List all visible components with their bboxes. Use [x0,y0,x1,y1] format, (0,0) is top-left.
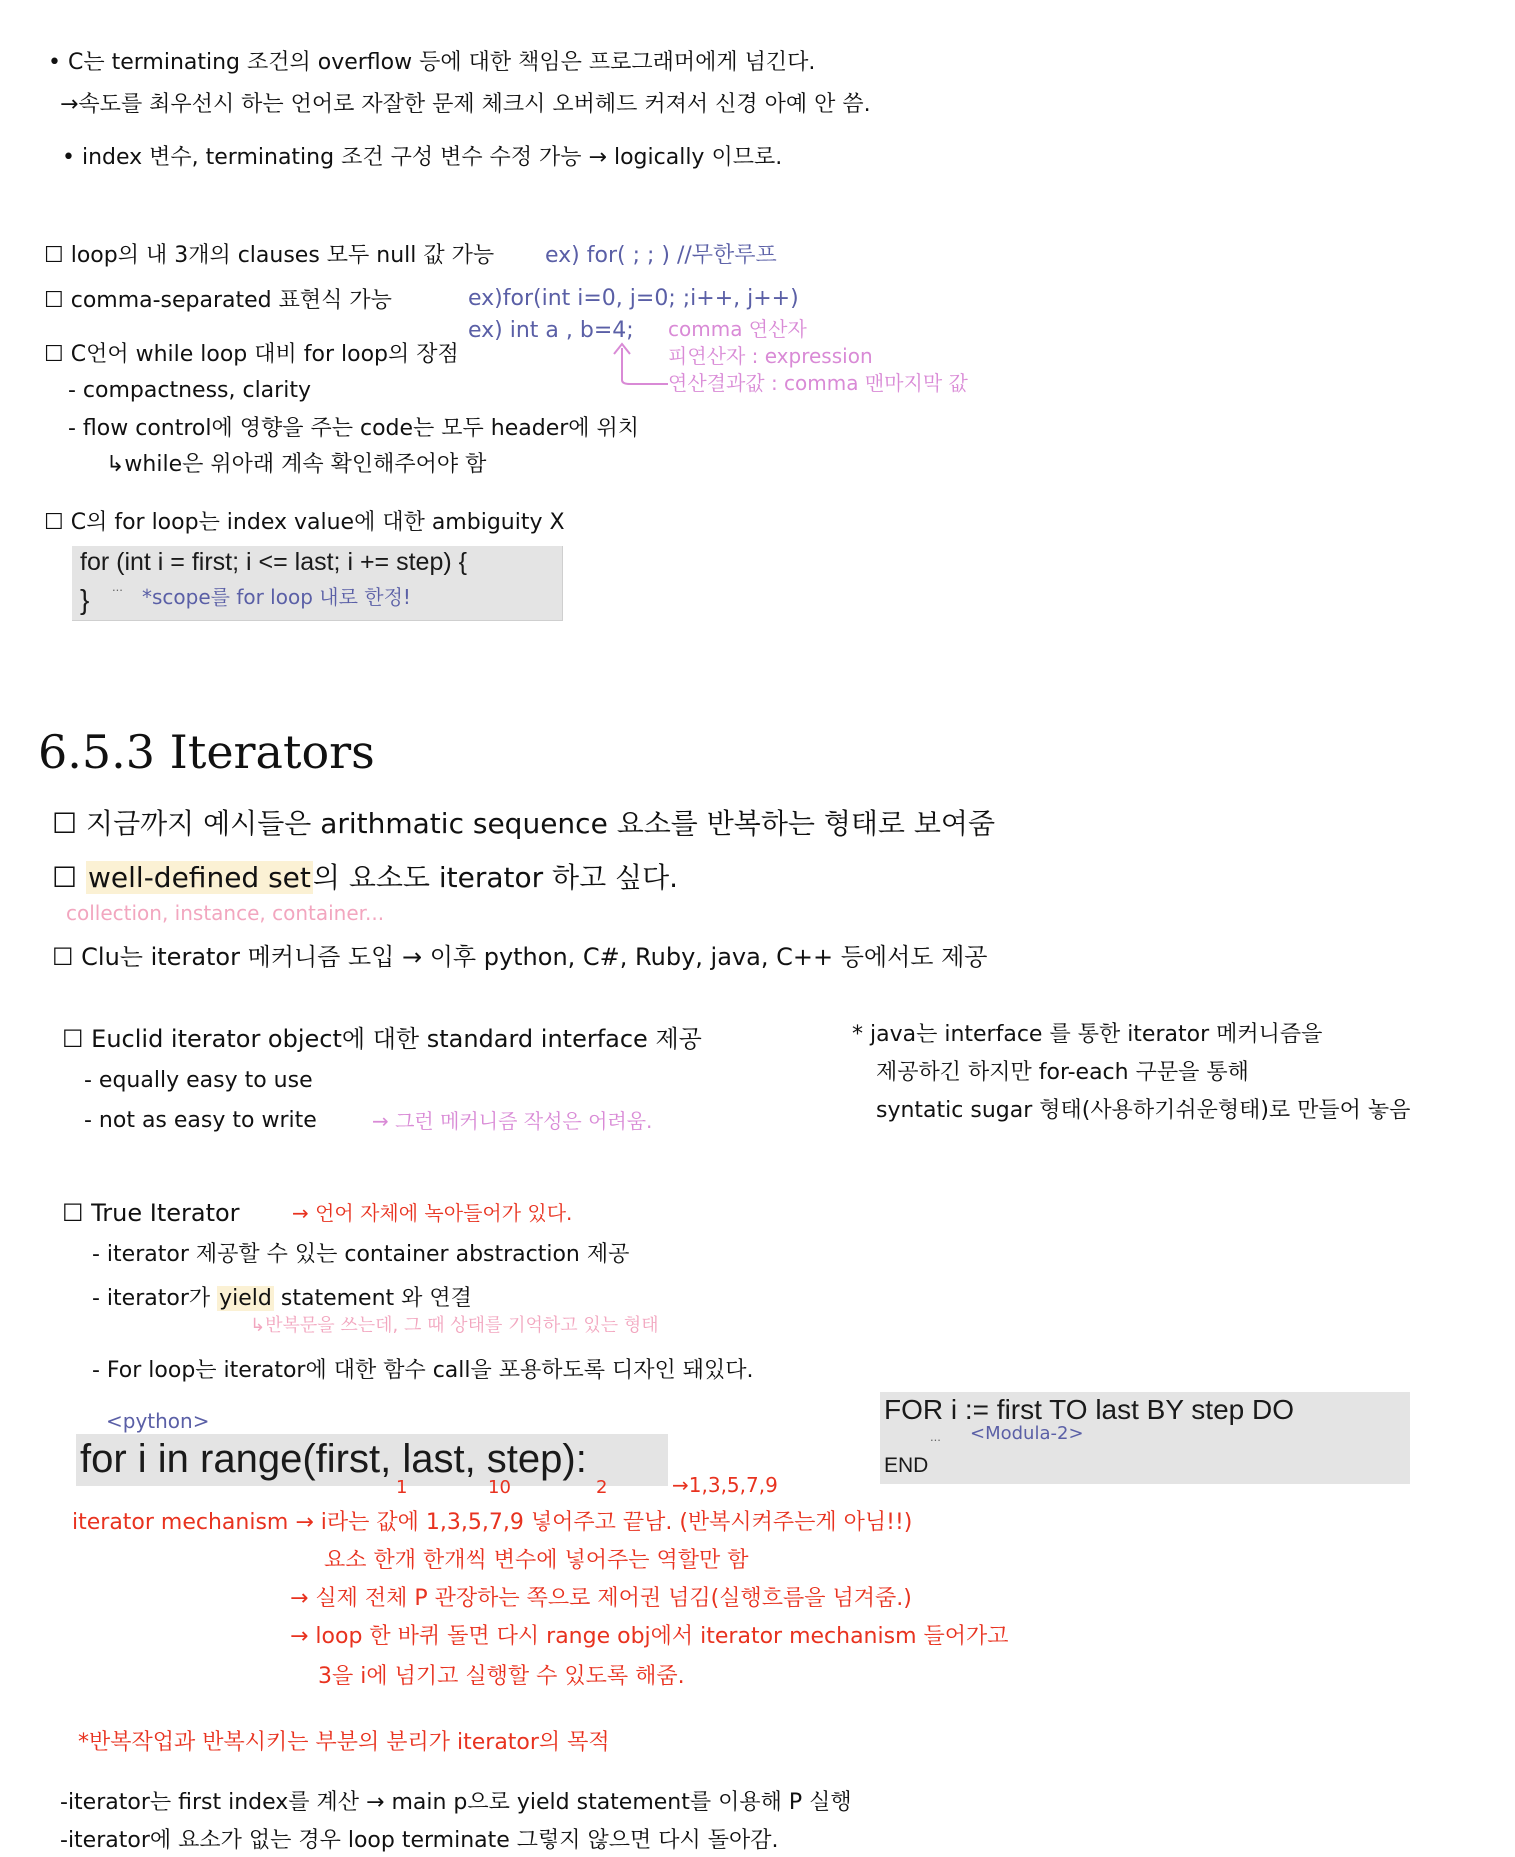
note-operand: 피연산자 : expression [668,344,873,368]
checkbox-item-euclid: ☐ Euclid iterator object에 대한 standard interface 제공 [62,1025,702,1053]
example-comma-for: ex)for(int i=0, j=0; ;i++, j++) [468,286,799,311]
python-val-step: 2 [596,1477,608,1498]
modula-line-2: END [884,1454,929,1477]
item-text: Clu는 iterator 메커니즘 도입 → 이후 python, C#, Ruby, java, C++ 등에서도 제공 [81,943,988,971]
checkbox-item-null-clauses: ☐ loop의 내 3개의 clauses 모두 null 값 가능 [44,243,495,268]
python-val-last: 10 [488,1477,511,1498]
note-collection: collection, instance, container... [66,901,385,925]
code-scope-note: *scope를 for loop 내로 한정! [142,585,411,609]
checkbox-item-arith: ☐ 지금까지 예시들은 arithmatic sequence 요소를 반복하는 형태로 보여줌 [52,807,996,840]
sub-item-easy-write: - not as easy to write [84,1108,317,1133]
note-comma-operator: comma 연산자 [668,317,807,341]
checkbox-item-true-iterator: ☐ True Iterator [62,1199,240,1227]
python-tag: <python> [106,1409,210,1433]
item-text: comma-separated 표현식 가능 [70,288,392,313]
modula-line-1: FOR i := first TO last BY step DO [884,1394,1295,1425]
key-note-2: -iterator에 요소가 없는 경우 loop terminate 그렇지 않으면 다시 돌아감. [60,1828,779,1853]
red-note-2: 요소 한개 한개씩 변수에 넣어주는 역할만 함 [324,1548,749,1573]
key-note-1: -iterator는 first index를 계산 → main p으로 yield statement를 이용해 P 실행 [60,1790,852,1815]
item-text: C의 for loop는 index value에 대한 ambiguity X [70,510,565,535]
note-line-2: →속도를 최우선시 하는 언어로 자잘한 문제 체크시 오버헤드 커져서 신경 아예 안 씀. [60,92,871,117]
sub-item-flow-control: - flow control에 영향을 주는 code는 모두 header에 위치 [68,416,640,441]
example-comma-int: ex) int a , b=4; [468,318,634,343]
sub-item-easy-use: - equally easy to use [84,1068,313,1093]
note-result: 연산결과값 : comma 맨마지막 값 [668,371,968,395]
highlight-yield: yield [219,1286,272,1311]
python-val-first: 1 [396,1477,408,1498]
note-line-3: • index 변수, terminating 조건 구성 변수 수정 가능 → logically 이므로. [62,145,783,170]
java-note-3: syntatic sugar 형태(사용하기쉬운형태)로 만들어 놓음 [876,1098,1411,1123]
code-block-python [76,1434,668,1486]
red-note-4: → loop 한 바퀴 돌면 다시 range obj에서 iterator mechanism 들어가고 [290,1624,1009,1649]
code-block-for-loop [72,546,563,621]
item-text: loop의 내 3개의 clauses 모두 null 값 가능 [70,243,495,268]
item-text: True Iterator [91,1199,240,1227]
arrow-annotation-icon [600,340,670,390]
java-note-2: 제공하긴 하지만 for-each 구문을 통해 [876,1060,1249,1085]
modula-ellipsis: ... [930,1429,941,1444]
code-block-modula [880,1392,1410,1484]
item-text: C언어 while loop 대비 for loop의 장점 [70,342,459,367]
section-title: 6.5.3 Iterators [38,725,375,779]
modula-tag: <Modula-2> [970,1423,1084,1444]
note-yield-state: ↳반복문을 쓰는데, 그 때 상태를 기억하고 있는 형태 [250,1315,659,1336]
red-note-5: 3을 i에 넘기고 실행할 수 있도록 해줌. [318,1664,685,1689]
red-note-3: → 실제 전체 P 관장하는 쪽으로 제어권 넘김(실행흐름을 넘겨줌.) [290,1586,912,1611]
checkbox-item-ambiguity: ☐ C의 for loop는 index value에 대한 ambiguity X [44,510,565,535]
item-text: 의 요소도 iterator 하고 싶다. [312,861,679,894]
example-infinite-loop: ex) for( ; ; ) //무한루프 [545,243,777,268]
code-line-2: } [80,584,90,615]
sub-item-container-abstraction: - iterator 제공할 수 있는 container abstraction 제공 [92,1242,630,1267]
checkbox-item-clu: ☐ Clu는 iterator 메커니즘 도입 → 이후 python, C#, Ruby, java, C++ 등에서도 제공 [52,943,988,971]
sub-item-while-note: ↳while은 위아래 계속 확인해주어야 함 [106,452,487,477]
highlight-well-defined-set: well-defined set [88,861,311,894]
checkbox-item-while-vs-for: ☐ C언어 while loop 대비 for loop의 장점 [44,342,459,367]
note-hard-to-write: → 그런 메커니즘 작성은 어려움. [372,1109,653,1133]
red-note-1: iterator mechanism → i라는 값에 1,3,5,7,9 넣어주고 끝남. (반복시켜주는게 아님!!) [72,1510,913,1535]
sub-item-compactness: - compactness, clarity [68,378,311,403]
sub-item-yield [92,1286,472,1311]
python-code: for i in range(first, last, step): [80,1437,587,1481]
checkbox-item-comma: ☐ comma-separated 표현식 가능 [44,288,392,313]
code-ellipsis: ... [112,579,123,594]
item-text: Euclid iterator object에 대한 standard interface 제공 [91,1025,702,1053]
sub-item-for-loop-call: - For loop는 iterator에 대한 함수 call을 포용하도록 디자인 돼있다. [92,1358,754,1383]
item-text: 지금까지 예시들은 arithmatic sequence 요소를 반복하는 형태로 보여줌 [86,807,996,840]
yield-pre: - iterator가 [92,1286,211,1311]
python-output: →1,3,5,7,9 [672,1473,778,1497]
red-note-purpose: *반복작업과 반복시키는 부분의 분리가 iterator의 목적 [78,1730,610,1755]
yield-post: statement 와 연결 [280,1286,472,1311]
code-line-1: for (int i = first; i <= last; i += step) { [80,548,467,576]
java-note-1: * java는 interface 를 통한 iterator 메커니즘을 [852,1022,1323,1047]
checkbox-item-well-defined: ☐ well-defined set의 요소도 iterator 하고 싶다. [52,861,679,894]
note-built-in: → 언어 자체에 녹아들어가 있다. [292,1201,573,1225]
note-line-1: • C는 terminating 조건의 overflow 등에 대한 책임은 프로그래머에게 넘긴다. [48,50,816,75]
